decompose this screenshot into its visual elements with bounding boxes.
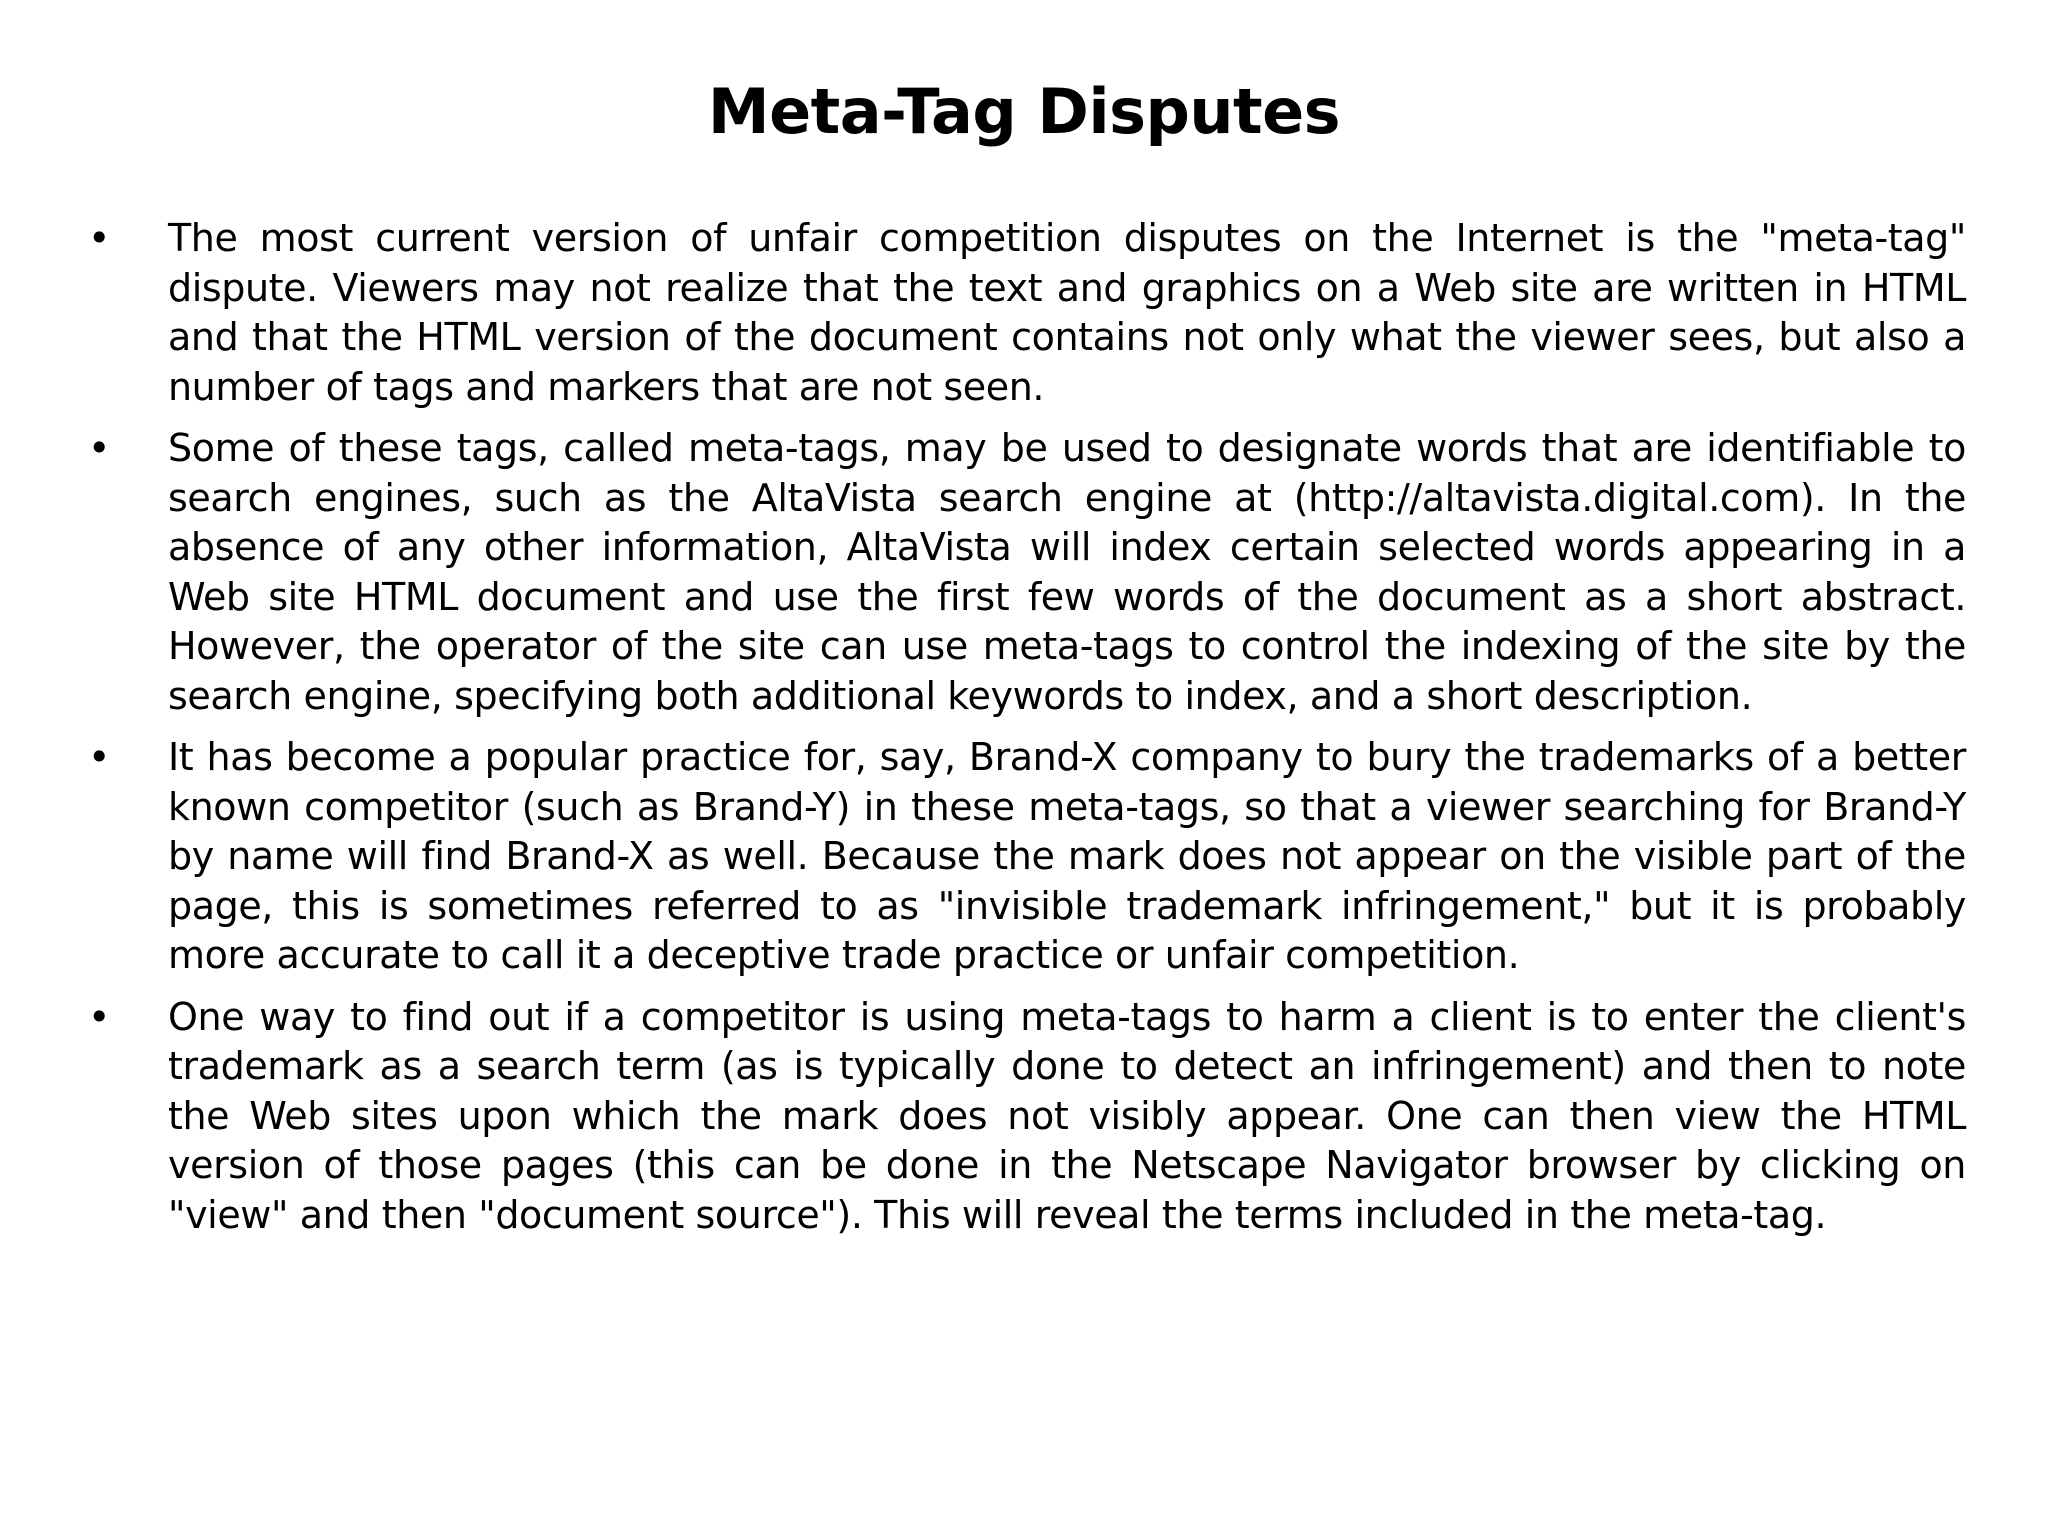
bullet-marker: • <box>88 735 111 779</box>
bullet-item <box>86 993 1966 1241</box>
bullet-marker: • <box>88 994 111 1039</box>
slide-title: Meta-Tag Disputes <box>707 75 1341 148</box>
bullet-marker: • <box>88 216 111 260</box>
bullet-item <box>86 733 1966 981</box>
bullet-text: It has become a popular practice for, say, Brand-X company to bury the trademarks of a better known competitor (such as Brand-Y) in these meta-tags, so that a viewer searching for Brand-Y by name will find Brand-X as well. Because the mark does not appear on the visible part of the page, this is sometimes referred to as "invisible trademark infringement," but it is probably more accurate to call it a deceptive trade practice or unfair competition. <box>168 735 1966 977</box>
bullet-text: One way to find out if a competitor is using meta-tags to harm a client is to enter the client's trademark as a search term (as is typically done to detect an infringement) and then to note the Web sites upon which the mark does not visibly appear. One can then view the HTML version of those pages (this can be done in the Netscape Navigator browser by clicking on "view" and then "document source"). This will reveal the terms included in the meta-tag. <box>168 994 1966 1237</box>
bullet-text: Some of these tags, called meta-tags, may be used to designate words that are identifiable to search engines, such as the AltaVista search engine at (http://altavista.digital.com). In the absence of any other information, AltaVista will index certain selected words appearing in a Web site HTML document and use the first few words of the document as a short abstract. However, the operator of the site can use meta-tags to control the indexing of the site by the search engine, specifying both additional keywords to index, and a short description. <box>168 426 1966 718</box>
bullet-list <box>86 214 1966 1252</box>
bullet-marker: • <box>88 426 111 470</box>
bullet-text: The most current version of unfair competition disputes on the Internet is the "meta-tag" dispute. Viewers may not realize that the text and graphics on a Web site are written in HTML and that the HTML version of the document contains not only what the viewer sees, but also a number of tags and markers that are not seen. <box>168 216 1966 409</box>
bullet-item <box>86 424 1966 721</box>
bullet-item <box>86 214 1966 412</box>
